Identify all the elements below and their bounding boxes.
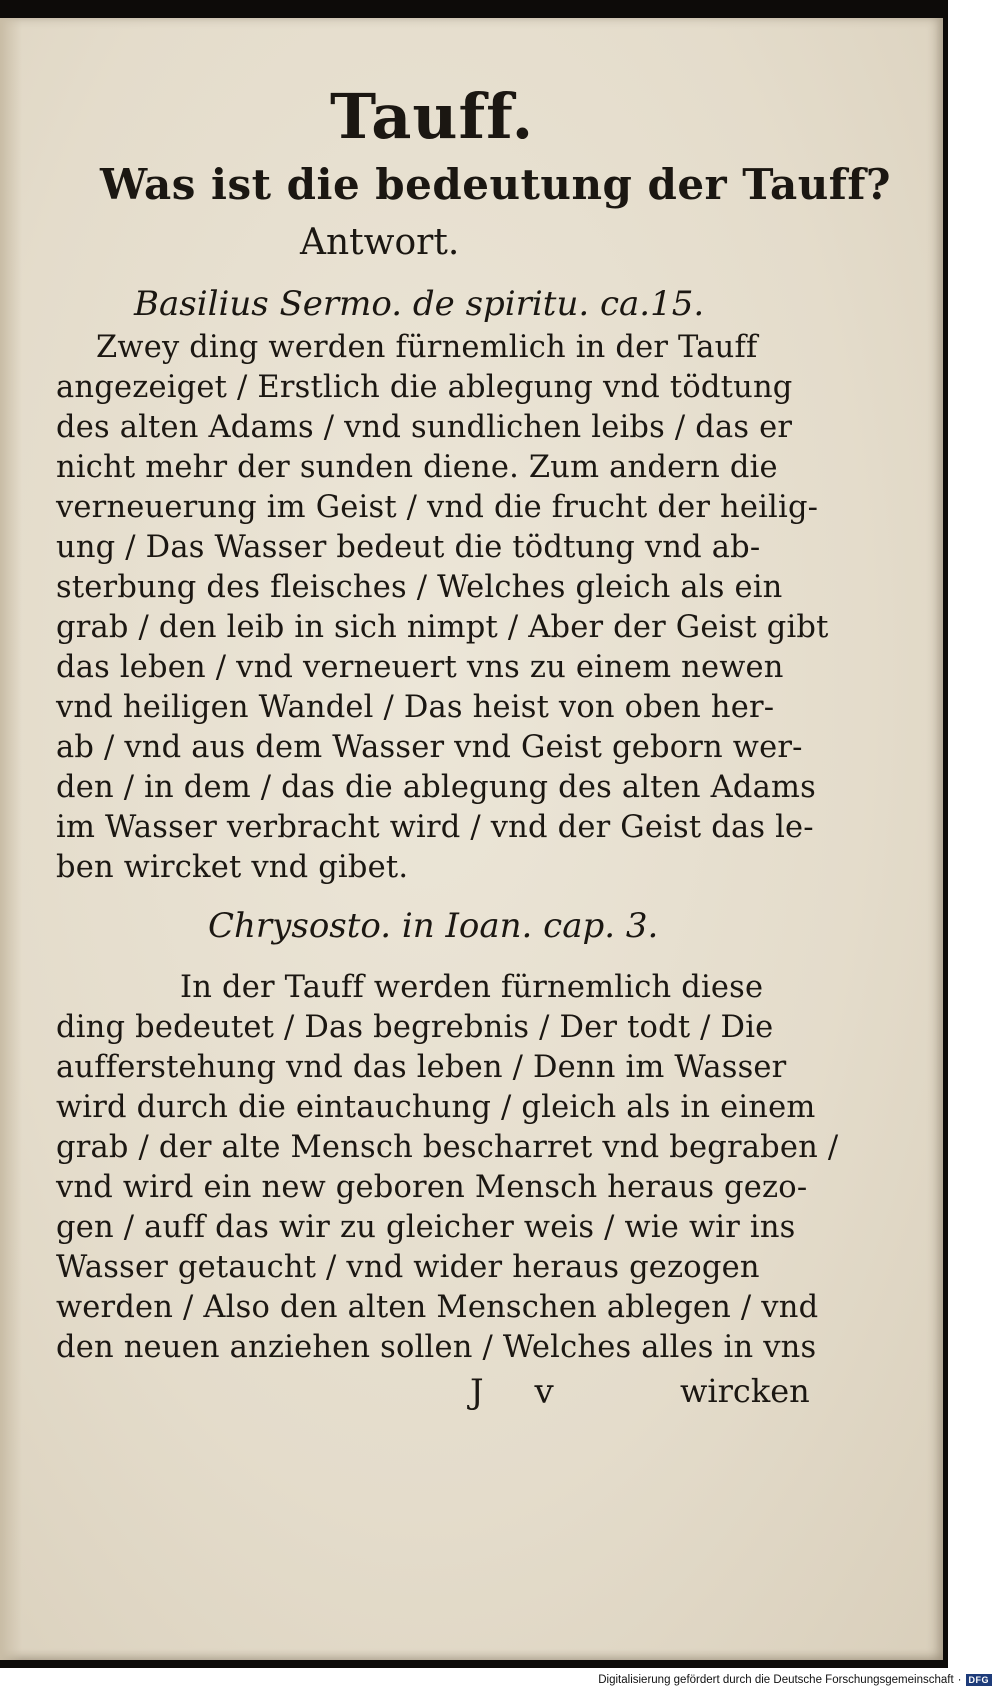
question-heading: Was ist die bedeutung der Tauff? — [100, 160, 892, 209]
signature-mark: J v — [470, 1372, 554, 1412]
text-line: grab / der alte Mensch bescharret vnd begraben / — [56, 1130, 839, 1165]
text-line: werden / Also den alten Menschen ablegen / vnd — [56, 1290, 819, 1325]
page-gutter-shadow — [0, 18, 22, 1660]
catchword: wircken — [680, 1372, 810, 1410]
text-line: angezeiget / Erstlich die ablegung vnd tödtung — [56, 370, 793, 405]
text-line: den / in dem / das die ablegung des alten Adams — [56, 770, 816, 805]
answer-label: Antwort. — [300, 222, 460, 263]
citation-basilius: Basilius Sermo. de spiritu. ca.15. — [134, 284, 705, 324]
text-line: grab / den leib in sich nimpt / Aber der Geist gibt — [56, 610, 829, 645]
text-line: wird durch die eintauchung / gleich als in einem — [56, 1090, 816, 1125]
running-head: Tauff. — [330, 80, 535, 153]
text-line: aufferstehung vnd das leben / Denn im Wasser — [56, 1050, 787, 1085]
text-line: ab / vnd aus dem Wasser vnd Geist geborn wer- — [56, 730, 803, 765]
citation-chrysostomus: Chrysosto. in Ioan. cap. 3. — [208, 906, 659, 946]
text-line: verneuerung im Geist / vnd die frucht der heilig- — [56, 490, 819, 525]
text-line: In der Tauff werden fürnemlich diese — [180, 970, 764, 1005]
text-line: ung / Das Wasser bedeut die tödtung vnd ab- — [56, 530, 761, 565]
text-line: vnd wird ein new geboren Mensch heraus gezo- — [56, 1170, 808, 1205]
text-line: das leben / vnd verneuert vns zu einem newen — [56, 650, 784, 685]
dfg-logo-icon: DFG — [966, 1674, 993, 1686]
text-line: des alten Adams / vnd sundlichen leibs / das er — [56, 410, 793, 445]
text-line: vnd heiligen Wandel / Das heist von oben her- — [56, 690, 775, 725]
text-line: den neuen anziehen sollen / Welches alles in vns — [56, 1330, 817, 1365]
text-line: ben wircket vnd gibet. — [56, 850, 409, 885]
text-line: gen / auff das wir zu gleicher weis / wie wir ins — [56, 1210, 796, 1245]
credit-separator: · — [957, 1674, 962, 1686]
text-line: sterbung des fleisches / Welches gleich als ein — [56, 570, 783, 605]
text-line: ding bedeutet / Das begrebnis / Der todt / Die — [56, 1010, 774, 1045]
credit-text: Digitalisierung gefördert durch die Deutsche Forschungsgemeinschaft — [598, 1674, 954, 1686]
text-line: Wasser getaucht / vnd wider heraus gezogen — [56, 1250, 760, 1285]
text-line: im Wasser verbracht wird / vnd der Geist das le- — [56, 810, 814, 845]
text-line: Zwey ding werden fürnemlich in der Tauff — [96, 330, 758, 365]
digitization-credit — [598, 1670, 992, 1690]
text-line: nicht mehr der sunden diene. Zum andern die — [56, 450, 778, 485]
